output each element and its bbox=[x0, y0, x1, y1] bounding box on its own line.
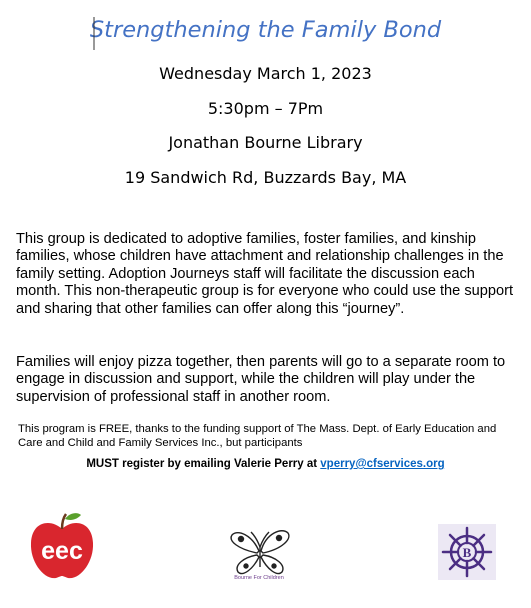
text-cursor-icon bbox=[93, 17, 95, 50]
event-date: Wednesday March 1, 2023 bbox=[159, 64, 372, 83]
bourne-for-children-caption: Bourne For Children bbox=[234, 575, 284, 581]
flyer-title: Strengthening the Family Bond bbox=[89, 17, 442, 43]
helm-logo-letter: B bbox=[462, 545, 472, 560]
registration-line bbox=[0, 458, 531, 470]
eec-logo-text: eec bbox=[41, 537, 83, 565]
description-paragraph: This group is dedicated to adoptive families, foster families, and kinship families, whose children have attachment and relationship challenges in the family setting. Adoption Journeys staff will facilitate the discussion each month. This non-therapeutic group is for everyone who could use the support and sharing that other families can offer along this “journey”. bbox=[16, 231, 514, 317]
registration-email-link[interactable]: vperry@cfservices.org bbox=[320, 458, 445, 470]
schedule-paragraph: Families will enjoy pizza together, then parents will go to a separate room to engage in discussion and support, while the children will play under the supervision of professional staff in another room. bbox=[16, 354, 506, 405]
butterfly-icon bbox=[231, 531, 289, 574]
funding-note: This program is FREE, thanks to the funding support of The Mass. Dept. of Early Education and Care and Child and Family Services Inc., but participants bbox=[18, 423, 497, 449]
registration-prefix: MUST register by emailing Valerie Perry at bbox=[86, 458, 321, 470]
eec-logo bbox=[28, 510, 96, 582]
event-time: 5:30pm – 7Pm bbox=[207, 99, 324, 118]
helm-logo bbox=[438, 524, 496, 580]
event-venue: Jonathan Bourne Library bbox=[168, 133, 363, 152]
event-address: 19 Sandwich Rd, Buzzards Bay, MA bbox=[124, 168, 407, 187]
